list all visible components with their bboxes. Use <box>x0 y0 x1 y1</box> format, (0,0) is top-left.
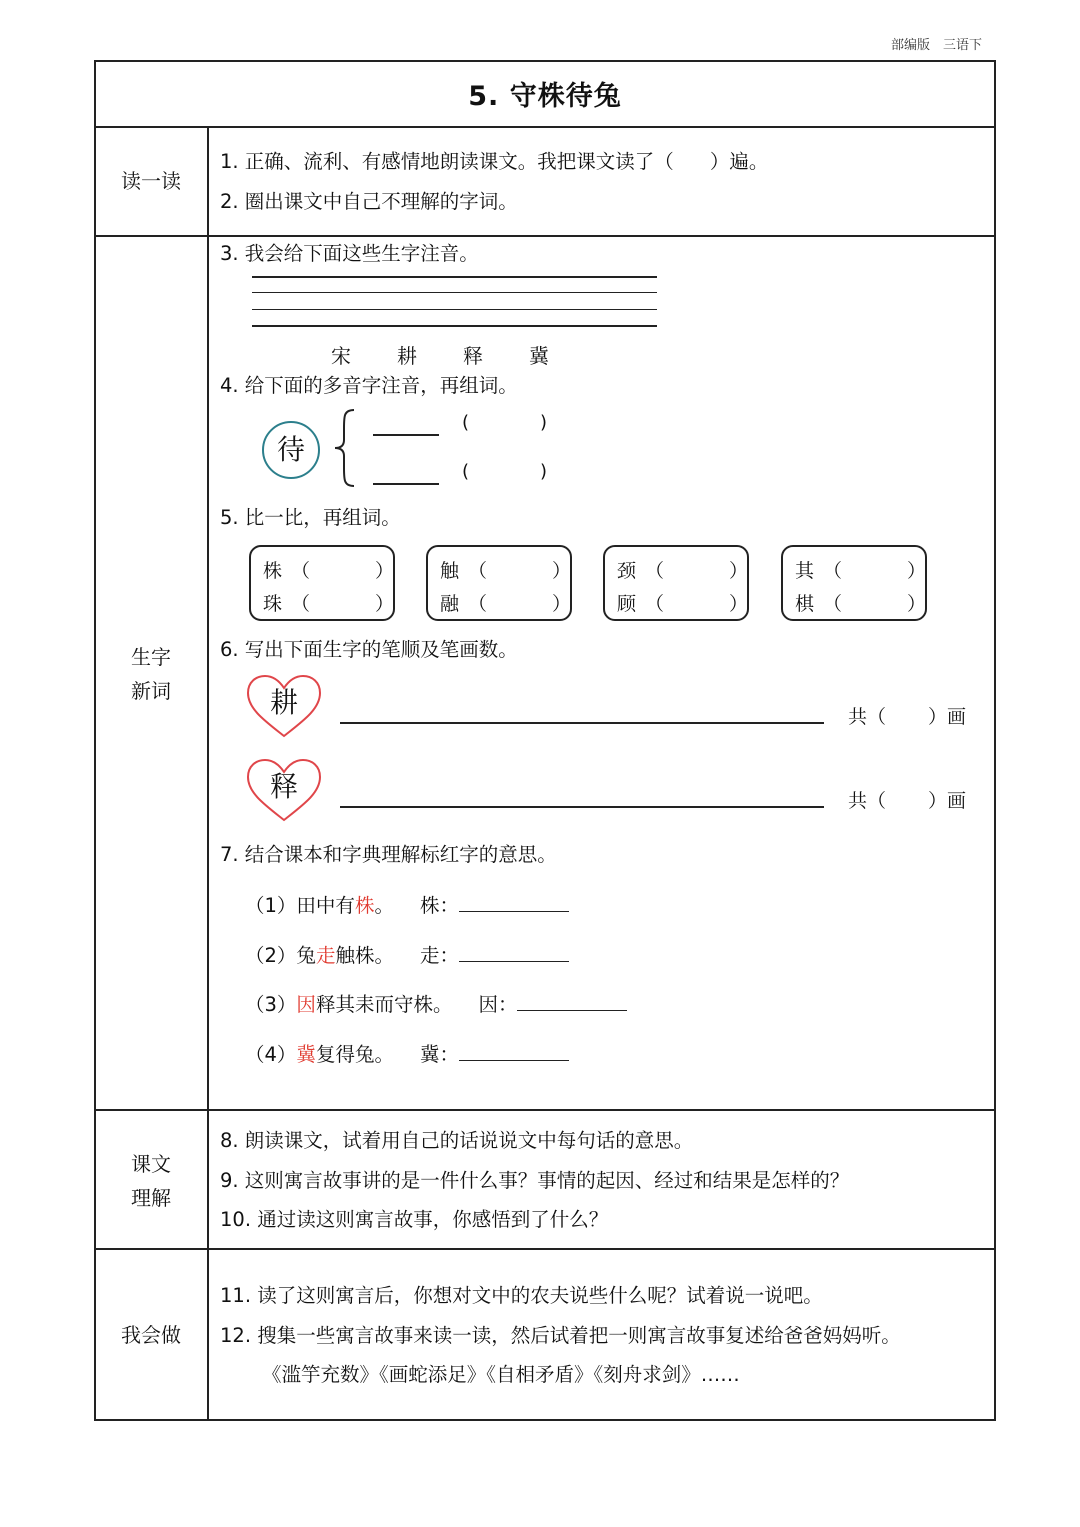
meaning-red-char: 冀 <box>296 1043 316 1066</box>
compare-char: 棋 <box>795 593 815 615</box>
meaning-blank[interactable] <box>459 941 569 962</box>
stroke-order-char: 释 <box>269 770 298 803</box>
compare-paren-open: （ <box>468 593 488 615</box>
question-7: 7. 结合课本和字典理解标红字的意思。 <box>220 843 557 866</box>
meaning-key: 走： <box>419 944 459 967</box>
meaning-post: 。 <box>374 894 394 917</box>
question-8: 8. 朗读课文，试着用自己的话说说文中每句话的意思。 <box>220 1129 694 1152</box>
pinyin-char: 释 <box>463 344 483 368</box>
section-label-do: 我会做 <box>121 1323 181 1347</box>
meaning-item <box>245 990 627 1018</box>
stroke-count <box>848 702 966 729</box>
stroke-count <box>848 786 966 813</box>
page-title: 5. 守株待兔 <box>468 81 622 112</box>
stroke-count-suffix: ）画 <box>928 790 967 812</box>
meaning-pre: 田中有 <box>296 894 355 917</box>
compare-paren-close: ） <box>552 593 572 615</box>
meaning-blank[interactable] <box>517 990 627 1011</box>
meaning-num: （1） <box>245 894 297 917</box>
row-divider <box>94 126 996 128</box>
question-1 <box>220 149 768 175</box>
question-3: 3. 我会给下面这些生字注音。 <box>220 242 479 265</box>
compare-paren-close: ） <box>907 593 927 615</box>
meaning-blank[interactable] <box>459 891 569 912</box>
section-label-vocab <box>95 640 207 708</box>
pinyin-line <box>252 325 657 327</box>
table-border-top <box>94 60 996 62</box>
pinyin-blank[interactable] <box>373 434 439 436</box>
meaning-pre: 兔 <box>296 944 316 967</box>
column-divider <box>207 126 209 1420</box>
table-border-right <box>994 60 996 1421</box>
meaning-key: 冀： <box>419 1043 459 1066</box>
pinyin-line <box>252 309 657 310</box>
pinyin-blank[interactable] <box>373 483 439 485</box>
meaning-num: （2） <box>245 944 297 967</box>
meaning-item <box>245 891 569 919</box>
question-1-suffix: ）遍。 <box>709 150 769 173</box>
compare-paren-close: ） <box>375 560 395 582</box>
question-6: 6. 写出下面生字的笔顺及笔画数。 <box>220 638 518 661</box>
compare-paren-open: （ <box>291 560 311 582</box>
stroke-order-line[interactable] <box>340 722 824 724</box>
row-divider <box>94 235 996 237</box>
section-label-line: 理解 <box>131 1186 171 1210</box>
section-label-understand <box>95 1147 207 1215</box>
pinyin-line <box>252 292 657 293</box>
word-paren-close: ) <box>540 412 548 433</box>
compare-char: 珠 <box>263 593 283 615</box>
meaning-post: 释其耒而守株。 <box>315 993 453 1016</box>
stroke-count-suffix: ）画 <box>928 706 967 728</box>
meaning-post: 触株。 <box>335 944 394 967</box>
meaning-red-char: 走 <box>315 944 336 967</box>
section-label-line: 课文 <box>131 1152 171 1176</box>
section-label-line: 生字 <box>131 645 171 669</box>
compare-box <box>603 545 749 621</box>
word-paren-open: ( <box>462 412 470 433</box>
pinyin-char: 耕 <box>397 344 417 368</box>
row-divider <box>94 1109 996 1111</box>
compare-box <box>249 545 395 621</box>
question-12: 12. 搜集一些寓言故事来读一读，然后试着把一则寓言故事复述给爸爸妈妈听。 <box>220 1324 901 1347</box>
section-label-read: 读一读 <box>121 169 181 193</box>
question-4: 4. 给下面的多音字注音，再组词。 <box>220 374 518 397</box>
table-border-left <box>94 60 96 1421</box>
stroke-count-prefix: 共（ <box>848 706 887 728</box>
row-divider <box>94 1248 996 1250</box>
question-5: 5. 比一比，再组词。 <box>220 506 401 529</box>
compare-paren-close: ） <box>907 560 927 582</box>
compare-char: 顾 <box>617 593 637 615</box>
compare-char: 株 <box>263 560 283 582</box>
compare-box <box>426 545 572 621</box>
polyphone-circle-badge: 待 <box>262 421 320 479</box>
pinyin-char: 宋 <box>331 344 351 368</box>
meaning-post: 复得兔。 <box>315 1043 394 1066</box>
meaning-item <box>245 941 569 969</box>
pinyin-chars <box>308 340 572 369</box>
compare-char: 其 <box>795 560 815 582</box>
meaning-blank[interactable] <box>459 1040 569 1061</box>
meaning-num: （4） <box>245 1043 297 1066</box>
question-2: 2. 圈出课文中自己不理解的字词。 <box>220 190 518 213</box>
compare-char: 触 <box>440 560 460 582</box>
question-1-text: 1. 正确、流利、有感情地朗读课文。我把课文读了（ <box>220 150 674 173</box>
compare-char: 颈 <box>617 560 637 582</box>
compare-paren-open: （ <box>468 560 488 582</box>
pinyin-char: 冀 <box>529 344 549 368</box>
compare-paren-close: ） <box>552 560 572 582</box>
page-header: 部编版 三语下 <box>890 38 982 53</box>
meaning-key: 因： <box>478 993 518 1016</box>
book-list: 《滥竽充数》《画蛇添足》《自相矛盾》《刻舟求剑》…… <box>262 1363 740 1386</box>
question-10: 10. 通过读这则寓言故事，你感悟到了什么？ <box>220 1208 609 1231</box>
left-brace-icon <box>332 408 358 488</box>
stroke-count-prefix: 共（ <box>848 790 887 812</box>
meaning-red-char: 株 <box>354 894 375 917</box>
compare-char: 融 <box>440 593 460 615</box>
meaning-item <box>245 1040 569 1068</box>
pinyin-line <box>252 276 657 278</box>
compare-paren-open: （ <box>645 560 665 582</box>
meaning-red-char: 因 <box>296 993 316 1016</box>
compare-paren-close: ） <box>729 593 749 615</box>
meaning-num: （3） <box>245 993 297 1016</box>
stroke-order-line[interactable] <box>340 806 824 808</box>
word-paren-close: ) <box>540 461 548 482</box>
table-border-bottom <box>94 1419 996 1421</box>
compare-paren-open: （ <box>823 560 843 582</box>
compare-paren-open: （ <box>291 593 311 615</box>
question-11: 11. 读了这则寓言后，你想对文中的农夫说些什么呢？试着说一说吧。 <box>220 1284 823 1307</box>
section-label-line: 新词 <box>131 679 171 703</box>
stroke-order-char: 耕 <box>269 686 298 719</box>
word-paren-open: ( <box>462 461 470 482</box>
compare-paren-close: ） <box>375 593 395 615</box>
compare-paren-open: （ <box>823 593 843 615</box>
compare-paren-close: ） <box>729 560 749 582</box>
meaning-key: 株： <box>419 894 459 917</box>
compare-paren-open: （ <box>645 593 665 615</box>
compare-box <box>781 545 927 621</box>
question-9: 9. 这则寓言故事讲的是一件什么事？事情的起因、经过和结果是怎样的？ <box>220 1169 850 1192</box>
